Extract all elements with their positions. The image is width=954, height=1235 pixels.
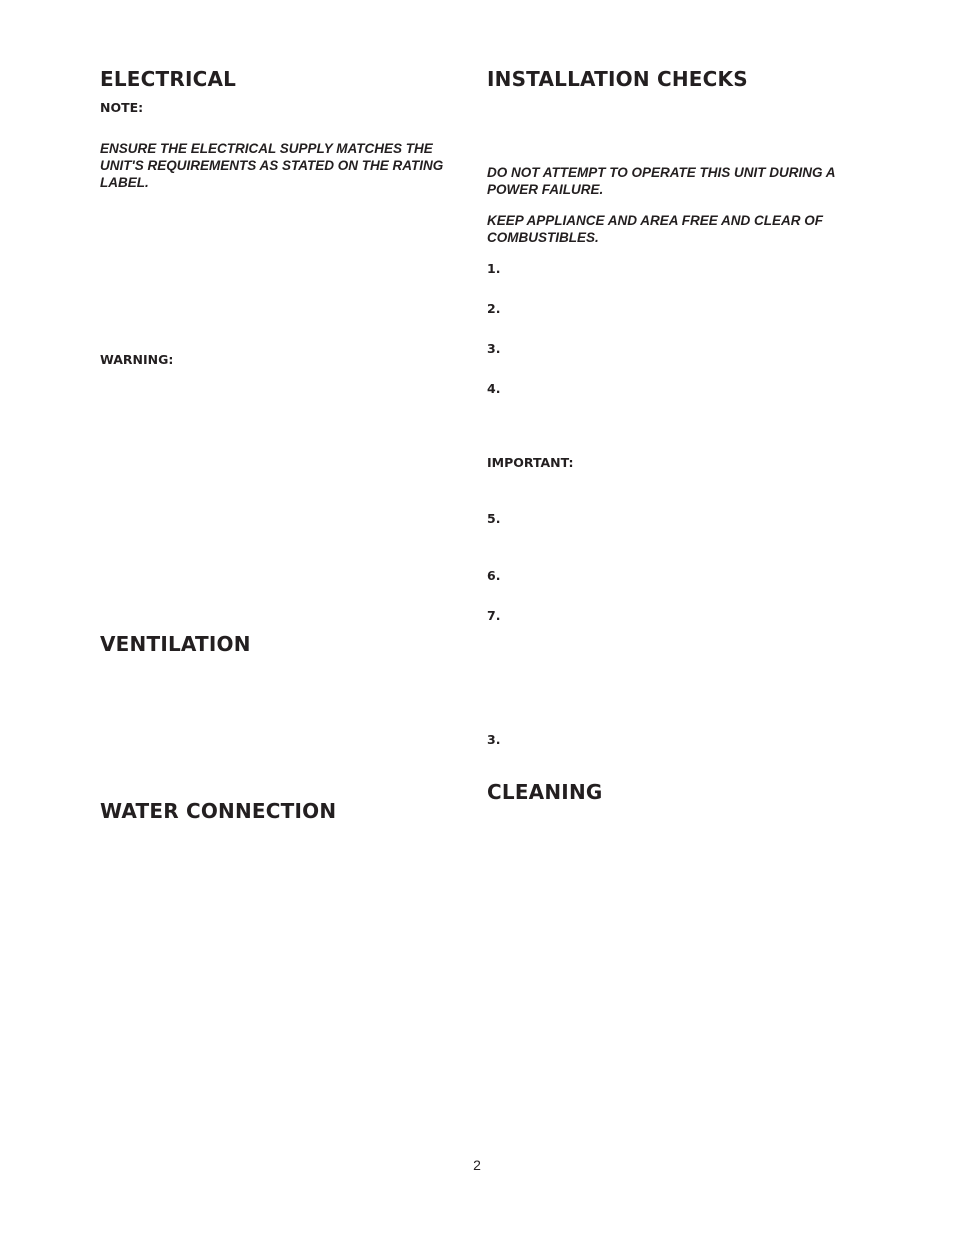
power-failure-caution: DO NOT ATTEMPT TO OPERATE THIS UNIT DURING A POWER FAILURE. bbox=[487, 165, 835, 197]
step-number: 5. bbox=[487, 511, 501, 526]
step-number: 1. bbox=[487, 261, 501, 276]
note-label: NOTE: bbox=[100, 100, 144, 115]
page-number: 2 bbox=[473, 1157, 481, 1173]
warning-label: WARNING: bbox=[100, 352, 174, 367]
step-number: 3. bbox=[487, 341, 501, 356]
step-number: 4. bbox=[487, 381, 501, 396]
step-number: 2. bbox=[487, 301, 501, 316]
step-number: 6. bbox=[487, 568, 501, 583]
water-connection-heading: WATER CONNECTION bbox=[100, 799, 337, 823]
installation-checks-heading: INSTALLATION CHECKS bbox=[487, 67, 748, 91]
step-number: 3. bbox=[487, 732, 501, 747]
important-label: IMPORTANT: bbox=[487, 455, 574, 470]
cleaning-heading: CLEANING bbox=[487, 780, 603, 804]
ventilation-heading: VENTILATION bbox=[100, 632, 251, 656]
electrical-supply-note: ENSURE THE ELECTRICAL SUPPLY MATCHES THE UNIT'S REQUIREMENTS AS STATED ON THE RATING LABEL. bbox=[100, 141, 444, 190]
combustibles-caution: KEEP APPLIANCE AND AREA FREE AND CLEAR OF COMBUSTIBLES. bbox=[487, 213, 824, 245]
step-number: 7. bbox=[487, 608, 501, 623]
electrical-heading: ELECTRICAL bbox=[100, 67, 237, 91]
